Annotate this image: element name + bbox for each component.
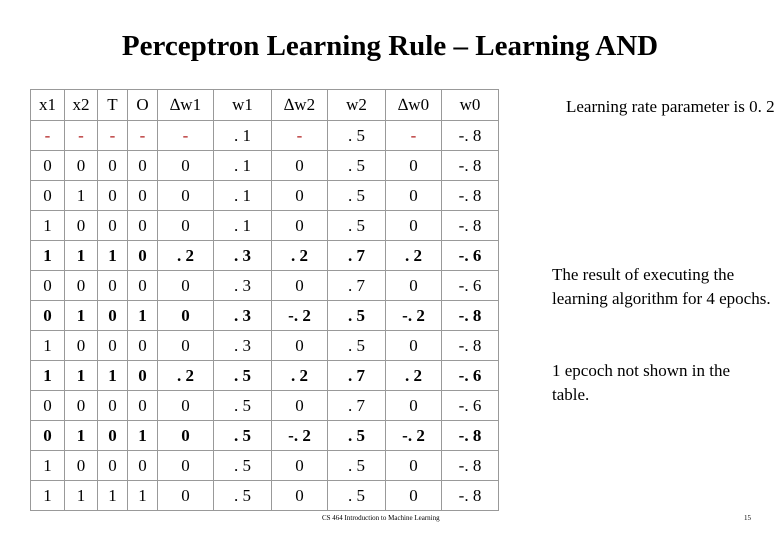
- table-cell: . 5: [328, 481, 386, 511]
- table-cell: -: [386, 121, 442, 151]
- table-cell: 1: [128, 421, 158, 451]
- table-cell: 1: [31, 331, 65, 361]
- table-cell: 1: [65, 241, 98, 271]
- table-cell: 1: [65, 361, 98, 391]
- table-cell: . 3: [214, 301, 272, 331]
- table-cell: 0: [272, 391, 328, 421]
- table-cell: -. 6: [442, 271, 499, 301]
- table-cell: . 5: [214, 451, 272, 481]
- table-row: [31, 481, 499, 511]
- table-cell: -: [158, 121, 214, 151]
- table-cell: -: [65, 121, 98, 151]
- table-cell: -. 6: [442, 361, 499, 391]
- table-cell: 0: [158, 151, 214, 181]
- table-cell: 0: [128, 211, 158, 241]
- table-cell: 0: [158, 271, 214, 301]
- table-cell: 0: [31, 391, 65, 421]
- table-cell: . 5: [328, 331, 386, 361]
- footer-text: CS 464 Introduction to Machine Learning: [322, 514, 440, 522]
- table-row: [31, 451, 499, 481]
- table-cell: -: [128, 121, 158, 151]
- table-cell: . 2: [158, 241, 214, 271]
- table-cell: -. 8: [442, 181, 499, 211]
- table-cell: . 3: [214, 331, 272, 361]
- table-cell: . 5: [328, 121, 386, 151]
- table-cell: . 1: [214, 181, 272, 211]
- table-cell: -. 6: [442, 391, 499, 421]
- table-cell: 0: [128, 271, 158, 301]
- table-cell: 0: [158, 451, 214, 481]
- table-cell: 0: [386, 451, 442, 481]
- table-cell: -. 2: [272, 421, 328, 451]
- table-cell: 0: [98, 421, 128, 451]
- table-row: [31, 151, 499, 181]
- table-cell: 0: [31, 271, 65, 301]
- table-cell: 1: [65, 421, 98, 451]
- table-header-row: [31, 90, 499, 121]
- table-row: [31, 211, 499, 241]
- table-cell: 1: [31, 451, 65, 481]
- table-cell: 0: [272, 451, 328, 481]
- table-cell: . 2: [386, 241, 442, 271]
- table-cell: 0: [272, 331, 328, 361]
- table-cell: 0: [98, 391, 128, 421]
- col-header-w0: w0: [442, 90, 499, 121]
- table-cell: 1: [98, 241, 128, 271]
- table-cell: -. 8: [442, 121, 499, 151]
- table-cell: 0: [158, 331, 214, 361]
- table-cell: 0: [386, 331, 442, 361]
- table-cell: . 5: [214, 421, 272, 451]
- table-row: [31, 361, 499, 391]
- table-cell: . 5: [328, 181, 386, 211]
- table-cell: . 1: [214, 211, 272, 241]
- table-cell: 1: [31, 211, 65, 241]
- table-cell: -. 8: [442, 481, 499, 511]
- table-row: [31, 421, 499, 451]
- table-cell: 0: [98, 211, 128, 241]
- table-cell: . 2: [158, 361, 214, 391]
- table-cell: 0: [65, 151, 98, 181]
- col-header-x1: x1: [31, 90, 65, 121]
- table-cell: 0: [31, 151, 65, 181]
- table-cell: -. 8: [442, 421, 499, 451]
- col-header-dw1: ∆w1: [158, 90, 214, 121]
- table-cell: 0: [65, 331, 98, 361]
- table-cell: 1: [31, 241, 65, 271]
- table-cell: . 2: [272, 361, 328, 391]
- result-note: The result of executing the learning algorithm for 4 epochs.: [552, 265, 771, 308]
- table-cell: -: [31, 121, 65, 151]
- col-header-w1: w1: [214, 90, 272, 121]
- table-cell: . 2: [386, 361, 442, 391]
- table-cell: 0: [98, 331, 128, 361]
- table-cell: -: [272, 121, 328, 151]
- table-cell: 0: [98, 151, 128, 181]
- table-cell: . 2: [272, 241, 328, 271]
- table-cell: -. 8: [442, 331, 499, 361]
- table-cell: . 5: [328, 151, 386, 181]
- table-cell: 1: [65, 301, 98, 331]
- table-cell: 0: [128, 451, 158, 481]
- table-cell: . 5: [328, 421, 386, 451]
- col-header-dw0: ∆w0: [386, 90, 442, 121]
- table-cell: 0: [158, 421, 214, 451]
- col-header-o: O: [128, 90, 158, 121]
- table-cell: 0: [158, 301, 214, 331]
- table-cell: 0: [98, 181, 128, 211]
- table-row: [31, 301, 499, 331]
- table-cell: 0: [98, 301, 128, 331]
- table-cell: 1: [65, 181, 98, 211]
- table-row: [31, 331, 499, 361]
- table-cell: . 3: [214, 271, 272, 301]
- table-row: [31, 181, 499, 211]
- table-cell: . 7: [328, 361, 386, 391]
- table-cell: -. 2: [386, 301, 442, 331]
- table-cell: 0: [272, 271, 328, 301]
- table-cell: . 7: [328, 271, 386, 301]
- table-cell: -. 8: [442, 301, 499, 331]
- table-cell: 0: [158, 181, 214, 211]
- table-cell: 1: [98, 361, 128, 391]
- learning-rate-note: Learning rate parameter is 0. 2: [566, 97, 775, 116]
- table-cell: -. 2: [272, 301, 328, 331]
- table-cell: 0: [128, 241, 158, 271]
- table-cell: 0: [386, 481, 442, 511]
- table-cell: . 5: [214, 481, 272, 511]
- table-cell: . 7: [328, 391, 386, 421]
- table-row: [31, 241, 499, 271]
- table-cell: 1: [31, 481, 65, 511]
- table-cell: 0: [128, 151, 158, 181]
- table-cell: . 5: [328, 451, 386, 481]
- table-cell: 0: [386, 271, 442, 301]
- table-cell: 0: [128, 181, 158, 211]
- table-cell: 0: [128, 331, 158, 361]
- table-cell: 0: [386, 211, 442, 241]
- table-cell: 0: [158, 391, 214, 421]
- table-cell: -. 8: [442, 151, 499, 181]
- table-cell: 1: [128, 481, 158, 511]
- table-cell: 0: [65, 391, 98, 421]
- table-cell: -. 8: [442, 211, 499, 241]
- col-header-w2: w2: [328, 90, 386, 121]
- table-cell: 1: [98, 481, 128, 511]
- table-cell: 0: [272, 481, 328, 511]
- table-cell: 0: [31, 181, 65, 211]
- table-cell: 0: [65, 271, 98, 301]
- table-cell: 0: [158, 481, 214, 511]
- table-cell: -. 8: [442, 451, 499, 481]
- table-cell: 0: [31, 421, 65, 451]
- table-cell: 0: [158, 211, 214, 241]
- table-cell: 0: [386, 151, 442, 181]
- table-cell: 0: [272, 151, 328, 181]
- table-cell: 1: [31, 361, 65, 391]
- table-cell: . 7: [328, 241, 386, 271]
- table-cell: . 5: [328, 211, 386, 241]
- table-cell: . 5: [328, 301, 386, 331]
- table-row: [31, 271, 499, 301]
- table-cell: 0: [386, 391, 442, 421]
- table-cell: . 1: [214, 151, 272, 181]
- table-cell: 0: [386, 181, 442, 211]
- learning-table: [30, 89, 499, 511]
- col-header-x2: x2: [65, 90, 98, 121]
- initial-weights-row: [31, 121, 499, 151]
- table-cell: 0: [65, 211, 98, 241]
- table-row: [31, 391, 499, 421]
- table-cell: 0: [65, 451, 98, 481]
- table-cell: . 5: [214, 391, 272, 421]
- epoch-note: 1 epcoch not shown in the table.: [552, 361, 730, 404]
- table-cell: 0: [128, 361, 158, 391]
- table-cell: -: [98, 121, 128, 151]
- table-cell: . 1: [214, 121, 272, 151]
- col-header-dw2: ∆w2: [272, 90, 328, 121]
- table-cell: . 3: [214, 241, 272, 271]
- col-header-t: T: [98, 90, 128, 121]
- table-cell: 0: [98, 451, 128, 481]
- table-cell: 0: [272, 181, 328, 211]
- table-cell: 0: [31, 301, 65, 331]
- table-cell: -. 2: [386, 421, 442, 451]
- table-cell: 0: [98, 271, 128, 301]
- table-cell: 0: [128, 391, 158, 421]
- table-cell: 0: [272, 211, 328, 241]
- table-cell: 1: [128, 301, 158, 331]
- table-cell: -. 6: [442, 241, 499, 271]
- table-cell: 1: [65, 481, 98, 511]
- table-cell: . 5: [214, 361, 272, 391]
- page-number: 15: [744, 514, 751, 522]
- slide-title: Perceptron Learning Rule – Learning AND: [121, 30, 659, 62]
